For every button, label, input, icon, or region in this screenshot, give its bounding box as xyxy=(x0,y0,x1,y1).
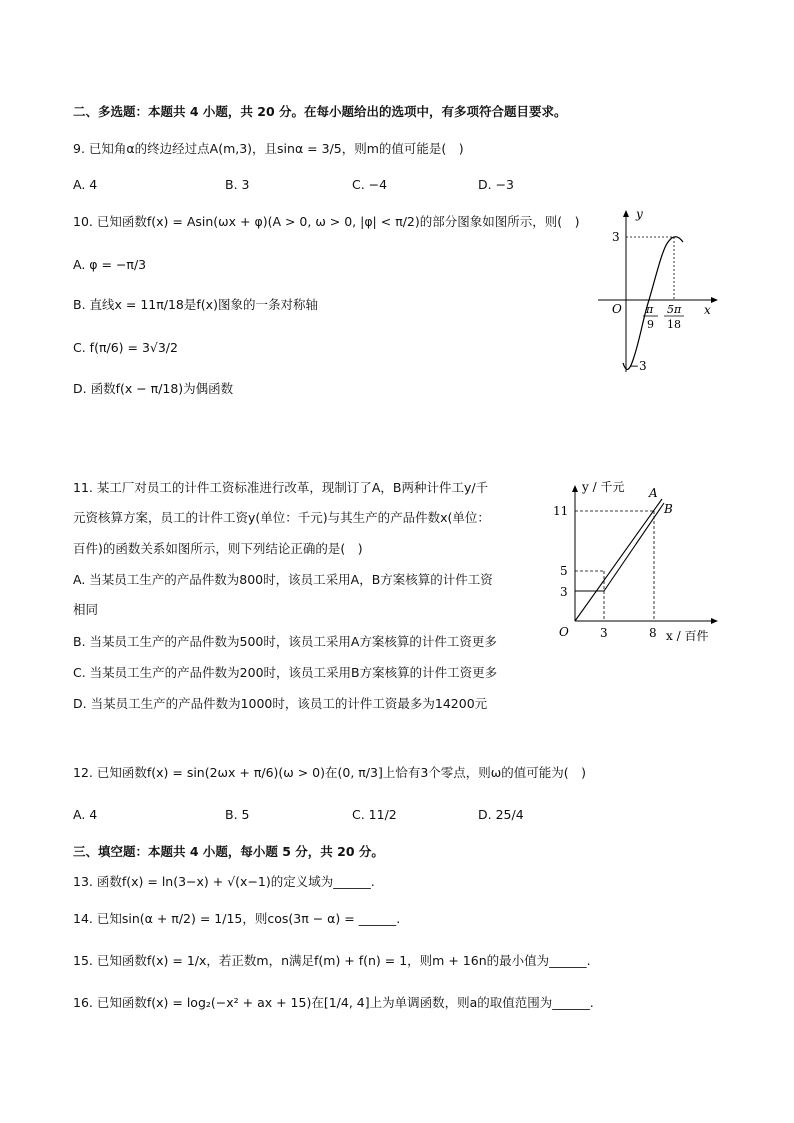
q9-option-c: C. −4 xyxy=(352,177,388,192)
q10-tick1-den: 9 xyxy=(647,318,654,331)
q10-option-c: C. f(π/6) = 3√3/2 xyxy=(73,340,178,355)
q10-ymin-label: −3 xyxy=(629,359,647,373)
q14-stem: 14. 已知sin(α + π/2) = 1/15，则cos(3π − α) = ______. xyxy=(73,911,401,926)
q11-line-a xyxy=(575,499,662,621)
q10-option-a: A. φ = −π/3 xyxy=(73,257,147,272)
q10-option-b: B. 直线x = 11π/18是f(x)图象的一条对称轴 xyxy=(73,297,318,312)
q10-tick2-den: 18 xyxy=(667,318,681,331)
q11-graph xyxy=(550,473,730,648)
q9-option-d: D. −3 xyxy=(478,177,514,192)
q10-tick1-num: π xyxy=(646,303,654,316)
q10-y-arrow xyxy=(623,210,629,217)
q11-tick-x3: 3 xyxy=(600,626,608,640)
q9-option-a: A. 4 xyxy=(73,177,98,192)
q12-option-b: B. 5 xyxy=(225,807,250,822)
q10-stem: 10. 已知函数f(x) = Asin(ωx + φ)(A > 0, ω > 0, |φ| < π/2)的部分图象如图所示，则( ) xyxy=(73,214,580,229)
q10-origin: O xyxy=(612,302,622,316)
q10-option-d: D. 函数f(x − π/18)为偶函数 xyxy=(73,381,234,396)
q10-ymax-label: 3 xyxy=(612,230,620,244)
q11-line-b xyxy=(575,503,664,591)
q11-x-arrow xyxy=(711,618,718,624)
q11-tick-y5: 5 xyxy=(560,564,568,578)
q10-x-label: x xyxy=(704,303,711,317)
q11-option-a: A. 当某员工生产的产品件数为800时，该员工采用A，B方案核算的计件工资 xyxy=(73,572,493,587)
section2-header: 二、多选题：本题共 4 小题，共 20 分。在每小题给出的选项中，有多项符合题目要求。 xyxy=(73,104,567,119)
q11-y-label: y / 千元 xyxy=(582,480,625,494)
q11-line-2: 元资核算方案，员工的计件工资y(单位：千元)与其生产的产品件数x(单位： xyxy=(73,510,490,525)
q11-y-arrow xyxy=(572,485,578,492)
q10-tick2-num: 5π xyxy=(667,303,682,316)
q16-stem: 16. 已知函数f(x) = log₂(−x² + ax + 15)在[1/4, 4]上为单调函数，则a的取值范围为______. xyxy=(73,995,594,1010)
q11-label-a: A xyxy=(649,486,658,500)
q12-option-c: C. 11/2 xyxy=(352,807,397,822)
q11-label-b: B xyxy=(664,502,673,516)
q15-stem: 15. 已知函数f(x) = 1/x，若正数m，n满足f(m) + f(n) = 1，则m + 16n的最小值为______. xyxy=(73,953,591,968)
q10-x-arrow xyxy=(711,297,718,303)
q10-y-label: y xyxy=(636,207,643,221)
q11-line-1: 11. 某工厂对员工的计件工资标准进行改革，现制订了A，B两种计件工y/千 xyxy=(73,480,489,495)
q11-option-c: C. 当某员工生产的产品件数为200时，该员工采用B方案核算的计件工资更多 xyxy=(73,665,498,680)
q12-stem: 12. 已知函数f(x) = sin(2ωx + π/6)(ω > 0)在(0, π/3]上恰有3个零点，则ω的值可能为( ) xyxy=(73,765,587,780)
q11-origin: O xyxy=(559,625,569,639)
q11-tick-y11: 11 xyxy=(553,504,569,518)
q11-tick-x8: 8 xyxy=(649,626,657,640)
q11-line-3: 百件)的函数关系如图所示，则下列结论正确的是( ) xyxy=(73,541,363,556)
section3-header: 三、填空题：本题共 4 小题，每小题 5 分，共 20 分。 xyxy=(73,844,384,859)
q11-x-label: x / 百件 xyxy=(666,629,709,643)
q10-graph xyxy=(590,200,725,380)
q11-tick-y3: 3 xyxy=(560,585,568,599)
q13-stem: 13. 函数f(x) = ln(3−x) + √(x−1)的定义域为______. xyxy=(73,874,375,889)
q9-stem: 9. 已知角α的终边经过点A(m,3)，且sinα = 3/5，则m的值可能是( ) xyxy=(73,141,464,156)
q11-option-d: D. 当某员工生产的产品件数为1000时，该员工的计件工资最多为14200元 xyxy=(73,696,488,711)
q11-option-b: B. 当某员工生产的产品件数为500时，该员工采用A方案核算的计件工资更多 xyxy=(73,634,497,649)
q9-option-b: B. 3 xyxy=(225,177,250,192)
q11-option-a-cont: 相同 xyxy=(73,602,99,617)
q12-option-d: D. 25/4 xyxy=(478,807,524,822)
q12-option-a: A. 4 xyxy=(73,807,98,822)
